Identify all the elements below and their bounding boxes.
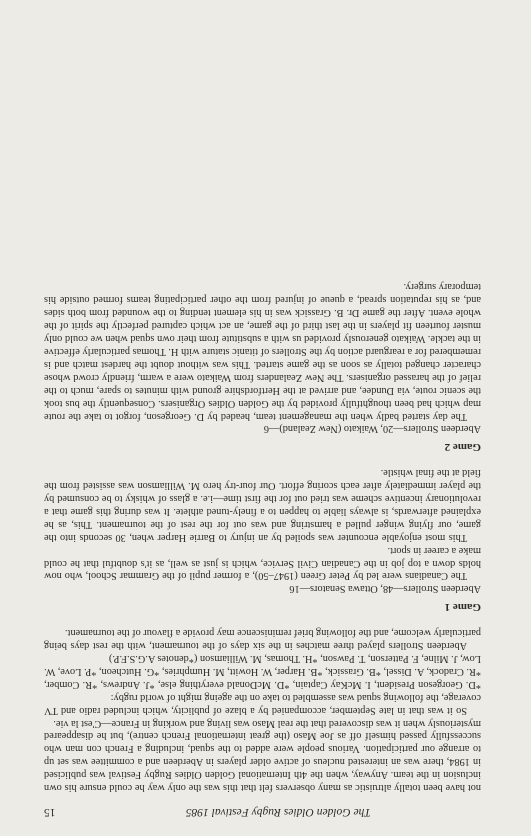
intro-paragraph-3: Aberdeen Strollers played three matches in the six days of the tournament, with the rest days being particularly welcome, and the following brief reminiscence may provide a flavour of the tournament. [44,627,481,652]
intro-paragraph-2: So it was that in late September, accompanied by a blaze of publicity, which included radio and TV coverage, the following squad was assembled to take on the ageing might of world rugby: [44,691,481,716]
running-header [44,805,481,818]
game-1-paragraph-1: The Canadians were led by Peter Green (1947–50), a former pupil of the Grammar School, who now holds down a top job in the Canadian Civil Service, which is just as well, as it's doubtful that he could make a career in sport. [44,544,481,582]
squad-list: *D. Georgeson President, I. McKay Captain, *D. McDonald everything else, *J. Andrews, *R. Comber, *R. Cradock, A. Dissel, *B. Grassick, *B. Harper, W. Howitt, M. Humphries, *G. Hutcheon, *P. Love, W. Low, J. Milne, F. Patterson, T. Pawson, *H. Thomas, M. Williamson (*denotes A.G.S.F.P.) [44,653,481,690]
running-title: The Golden Oldies Rugby Festival 1985 [185,806,371,818]
game-2-heading: Game 2 [444,441,481,454]
page-number: 15 [44,806,56,818]
game-1-score: Aberdeen Strollers—48, Ottawa Senators—16 [289,583,481,595]
game-1-paragraph-2: This most enjoyable encounter was spoiled by an injury to Barrie Harper when, 30 seconds into the game, our flying winger pulled a hamstring and was out for the rest of the tournament. This, as he explained afterwards, is always liable to happen to a finely-tuned athlete. It was during this game that a revolutionary incentive scheme was tried out for the first time—i.e. a glass of whisky to be consumed by the player immediately after each scoring effort. Our four-try hero M. Williamson was assisted from the field at the final whistle. [44,467,481,543]
game-1-heading: Game 1 [444,601,481,614]
intro-paragraph-1: not have been totally altruistic as many observers felt that this was the only way he could ensure his own inclusion in the team. Anyway, when the 4th International Golden Oldies Rugby Festival was publicised in 1984, there was an interested nucleus of active older players in Aberdeen and a committee was set up to arrange our participation. Various people were added to the squad, including a French con man who successfully passed himself off as Joe Maso (the great international French centre), but he disappeared mysteriously when it was discovered that the real Maso was living and working in France—C'est la vie. [44,717,481,794]
game-2-paragraph-1: The day started badly when the management team, headed by D. Georgeson, forgot to take the route map which had been thoughtfully provided by the Golden Oldies Organisers. Consequently the bus took the scenic route, via Dundee, and arrived at the Hertfordshire ground with minutes to spare, much to the relief of the harassed organisers. The New Zealanders from Waikato were a warm, friendly crowd whose character changed totally as soon as the game started. This was without doubt the hardest match and is remembered for a rearguard action by the Strollers of titanic stature with H. Thomas particularly effective in the tackle. Waikato generously provided us with a substitute from their own squad when we could only muster fourteen fit players in the last third of the game, an act which captured perfectly the spirit of the whole event. After the game Dr. B. Grassick was in his element tending to the wounded from both sides and, as his reputation spread, a queue of injured from the other participating teams formed outside his temporary surgery. [44,281,481,422]
game-2-score: Aberdeen Strollers—20, Waikato (New Zealand)—6 [263,423,481,435]
